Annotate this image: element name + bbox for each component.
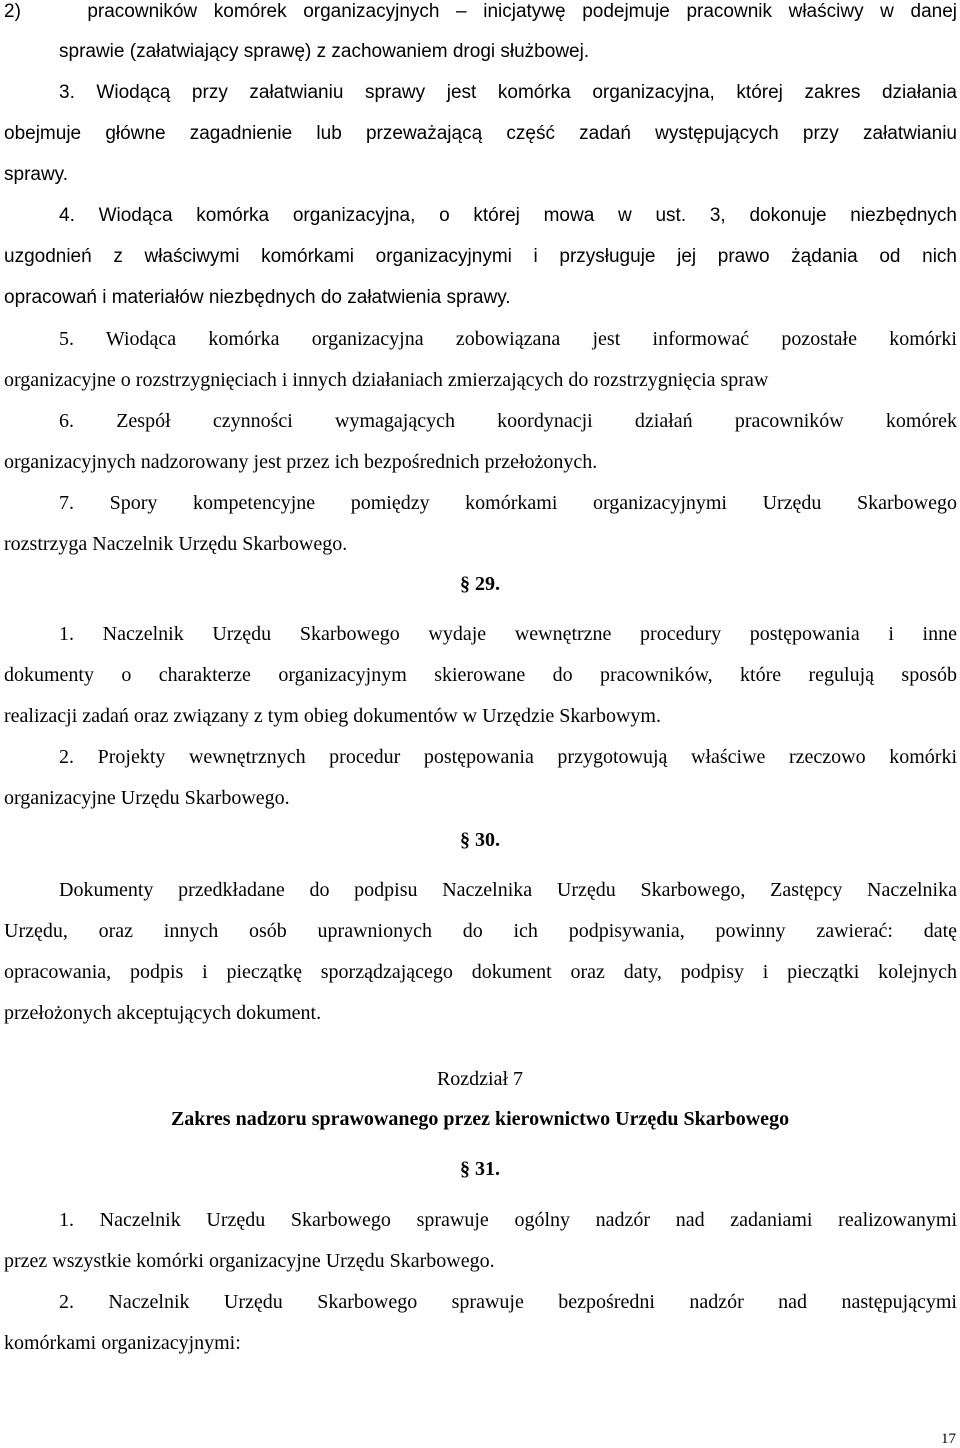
paragraph-line: 1. Naczelnik Urzędu Skarbowego wydaje wewnętrzne procedury postępowania i inne: [59, 623, 957, 645]
paragraph-line: 2. Projekty wewnętrznych procedur postępowania przygotowują właściwe rzeczowo komórki: [59, 746, 957, 768]
list-item-line: 2) pracowników komórek organizacyjnych – inicjatywę podejmuje pracownik właściwy w danej: [4, 1, 957, 22]
paragraph-line: Urzędu, oraz innych osób uprawnionych do ich podpisywania, powinny zawierać: datę: [4, 920, 957, 942]
paragraph-line: Dokumenty przedkładane do podpisu Naczelnika Urzędu Skarbowego, Zastępcy Naczelnika: [59, 879, 957, 901]
section-heading: § 31.: [460, 1158, 500, 1180]
section-heading: § 30.: [460, 829, 500, 851]
paragraph-line: dokumenty o charakterze organizacyjnym skierowane do pracowników, które regulują sposób: [4, 664, 957, 686]
paragraph-line: opracowań i materiałów niezbędnych do załatwienia sprawy.: [4, 287, 511, 308]
paragraph-line: 4. Wiodąca komórka organizacyjna, o której mowa w ust. 3, dokonuje niezbędnych: [59, 205, 957, 226]
paragraph-line: uzgodnień z właściwymi komórkami organizacyjnymi i przysługuje jej prawo żądania od nich: [4, 246, 957, 267]
paragraph-line: 2. Naczelnik Urzędu Skarbowego sprawuje bezpośredni nadzór nad następującymi: [59, 1291, 957, 1313]
paragraph-line: przełożonych akceptujących dokument.: [4, 1002, 322, 1024]
paragraph-line: sprawy.: [4, 164, 69, 185]
paragraph-line: 5. Wiodąca komórka organizacyjna zobowiązana jest informować pozostałe komórki: [59, 328, 957, 350]
paragraph-line: organizacyjne o rozstrzygnięciach i innych działaniach zmierzających do rozstrzygnięcia spraw: [4, 369, 769, 391]
paragraph-line: sprawie (załatwiający sprawę) z zachowaniem drogi służbowej.: [59, 41, 590, 62]
paragraph-line: organizacyjnych nadzorowany jest przez ich bezpośrednich przełożonych.: [4, 451, 598, 473]
paragraph-line: obejmuje główne zagadnienie lub przeważającą część zadań występujących przy załatwianiu: [4, 123, 957, 144]
paragraph-line: 7. Spory kompetencyjne pomiędzy komórkami organizacyjnymi Urzędu Skarbowego: [59, 492, 957, 514]
paragraph-line: realizacji zadań oraz związany z tym obieg dokumentów w Urzędzie Skarbowym.: [4, 705, 661, 727]
section-heading: § 29.: [460, 573, 500, 595]
paragraph-line: przez wszystkie komórki organizacyjne Urzędu Skarbowego.: [4, 1250, 495, 1272]
chapter-title: Rozdział 7: [436, 1068, 524, 1090]
paragraph-line: 3. Wiodącą przy załatwianiu sprawy jest komórka organizacyjna, której zakres działania: [59, 82, 957, 103]
paragraph-line: 6. Zespół czynności wymagających koordynacji działań pracowników komórek: [59, 410, 957, 432]
paragraph-line: komórkami organizacyjnymi:: [4, 1332, 241, 1354]
paragraph-line: rozstrzyga Naczelnik Urzędu Skarbowego.: [4, 533, 348, 555]
chapter-heading: Zakres nadzoru sprawowanego przez kierownictwo Urzędu Skarbowego: [170, 1108, 790, 1130]
paragraph-line: organizacyjne Urzędu Skarbowego.: [4, 787, 290, 809]
page-number: 17: [941, 1431, 956, 1447]
paragraph-line: opracowania, podpis i pieczątkę sporządzającego dokument oraz daty, podpisy i pieczątki kolejnych: [4, 961, 957, 983]
paragraph-line: 1. Naczelnik Urzędu Skarbowego sprawuje ogólny nadzór nad zadaniami realizowanymi: [59, 1209, 957, 1231]
